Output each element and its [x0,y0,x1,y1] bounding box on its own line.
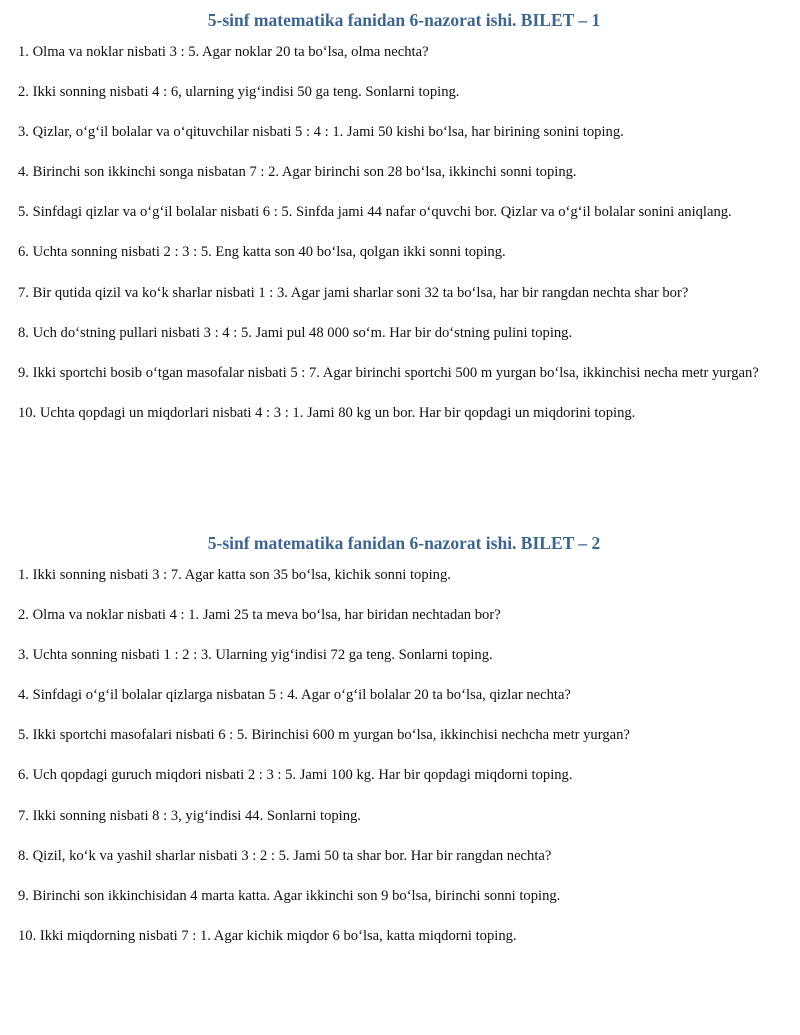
ticket-1-question-8: 8. Uch do‘stning pullari nisbati 3 : 4 : 5. Jami pul 48 000 so‘m. Har bir do‘stning pulini toping. [18,324,573,341]
ticket-2-question-4: 4. Sinfdagi o‘g‘il bolalar qizlarga nisbatan 5 : 4. Agar o‘g‘il bolalar 20 ta bo‘lsa, qizlar nechta? [18,687,571,704]
ticket-1-question-4: 4. Birinchi son ikkinchi songa nisbatan 7 : 2. Agar birinchi son 28 bo‘lsa, ikkinchi sonni toping. [18,164,577,181]
ticket-1-question-10: 10. Uchta qopdagi un miqdorlari nisbati 4 : 3 : 1. Jami 80 kg un bor. Har bir qopdagi un miqdorini toping. [18,404,636,421]
ticket-2-question-9: 9. Birinchi son ikkinchisidan 4 marta katta. Agar ikkinchi son 9 bo‘lsa, birinchi sonni toping. [18,887,561,904]
ticket-1-question-6: 6. Uchta sonning nisbati 2 : 3 : 5. Eng katta son 40 bo‘lsa, qolgan ikki sonni toping. [18,244,506,261]
ticket-1-title: 5-sinf matematika fanidan 6-nazorat ishi. BILET – 1 [207,10,601,30]
ticket-1-question-5: 5. Sinfdagi qizlar va o‘g‘il bolalar nisbati 6 : 5. Sinfda jami 44 nafar o‘quvchi bor. Qizlar va o‘g‘il bolalar sonini aniqlang. [18,204,732,221]
ticket-1-question-9: 9. Ikki sportchi bosib o‘tgan masofalar nisbati 5 : 7. Agar birinchi sportchi 500 m yurgan bo‘lsa, ikkinchisi necha metr yurgan? [18,364,759,381]
ticket-1-question-2: 2. Ikki sonning nisbati 4 : 6, ularning yig‘indisi 50 ga teng. Sonlarni toping. [18,84,460,101]
ticket-2-question-1: 1. Ikki sonning nisbati 3 : 7. Agar katta son 35 bo‘lsa, kichik sonni toping. [18,567,451,583]
ticket-2-question-10: 10. Ikki miqdorning nisbati 7 : 1. Agar kichik miqdor 6 bo‘lsa, katta miqdorni toping. [18,927,517,944]
ticket-2-question-list [18,562,794,949]
ticket-2-question-8: 8. Qizil, ko‘k va yashil sharlar nisbati 3 : 2 : 5. Jami 50 ta shar bor. Har bir rangdan nechta? [18,847,552,864]
ticket-2-question-7: 7. Ikki sonning nisbati 8 : 3, yig‘indisi 44. Sonlarni toping. [18,807,361,824]
ticket-1-question-1: 1. Olma va noklar nisbati 3 : 5. Agar noklar 20 ta bo‘lsa, olma nechta? [18,44,429,60]
ticket-1-question-3: 3. Qizlar, o‘g‘il bolalar va o‘qituvchilar nisbati 5 : 4 : 1. Jami 50 kishi bo‘lsa, har birining sonini toping. [18,124,624,141]
ticket-1-question-list [18,39,794,426]
ticket-2-question-5: 5. Ikki sportchi masofalari nisbati 6 : 5. Birinchisi 600 m yurgan bo‘lsa, ikkinchisi nechcha metr yurgan? [18,727,630,744]
ticket-2-question-6: 6. Uch qopdagi guruch miqdori nisbati 2 : 3 : 5. Jami 100 kg. Har bir qopdagi miqdorni toping. [18,767,573,784]
ticket-1-question-7: 7. Bir qutida qizil va ko‘k sharlar nisbati 1 : 3. Agar jami sharlar soni 32 ta bo‘lsa, har bir rangdan nechta shar bor? [18,284,689,301]
ticket-2 [18,532,794,949]
ticket-2-question-2: 2. Olma va noklar nisbati 4 : 1. Jami 25 ta meva bo‘lsa, har biridan nechtadan bor? [18,607,501,624]
ticket-2-title: 5-sinf matematika fanidan 6-nazorat ishi. BILET – 2 [207,533,601,553]
ticket-1 [18,9,794,426]
ticket-2-question-3: 3. Uchta sonning nisbati 1 : 2 : 3. Ularning yig‘indisi 72 ga teng. Sonlarni toping. [18,647,493,664]
